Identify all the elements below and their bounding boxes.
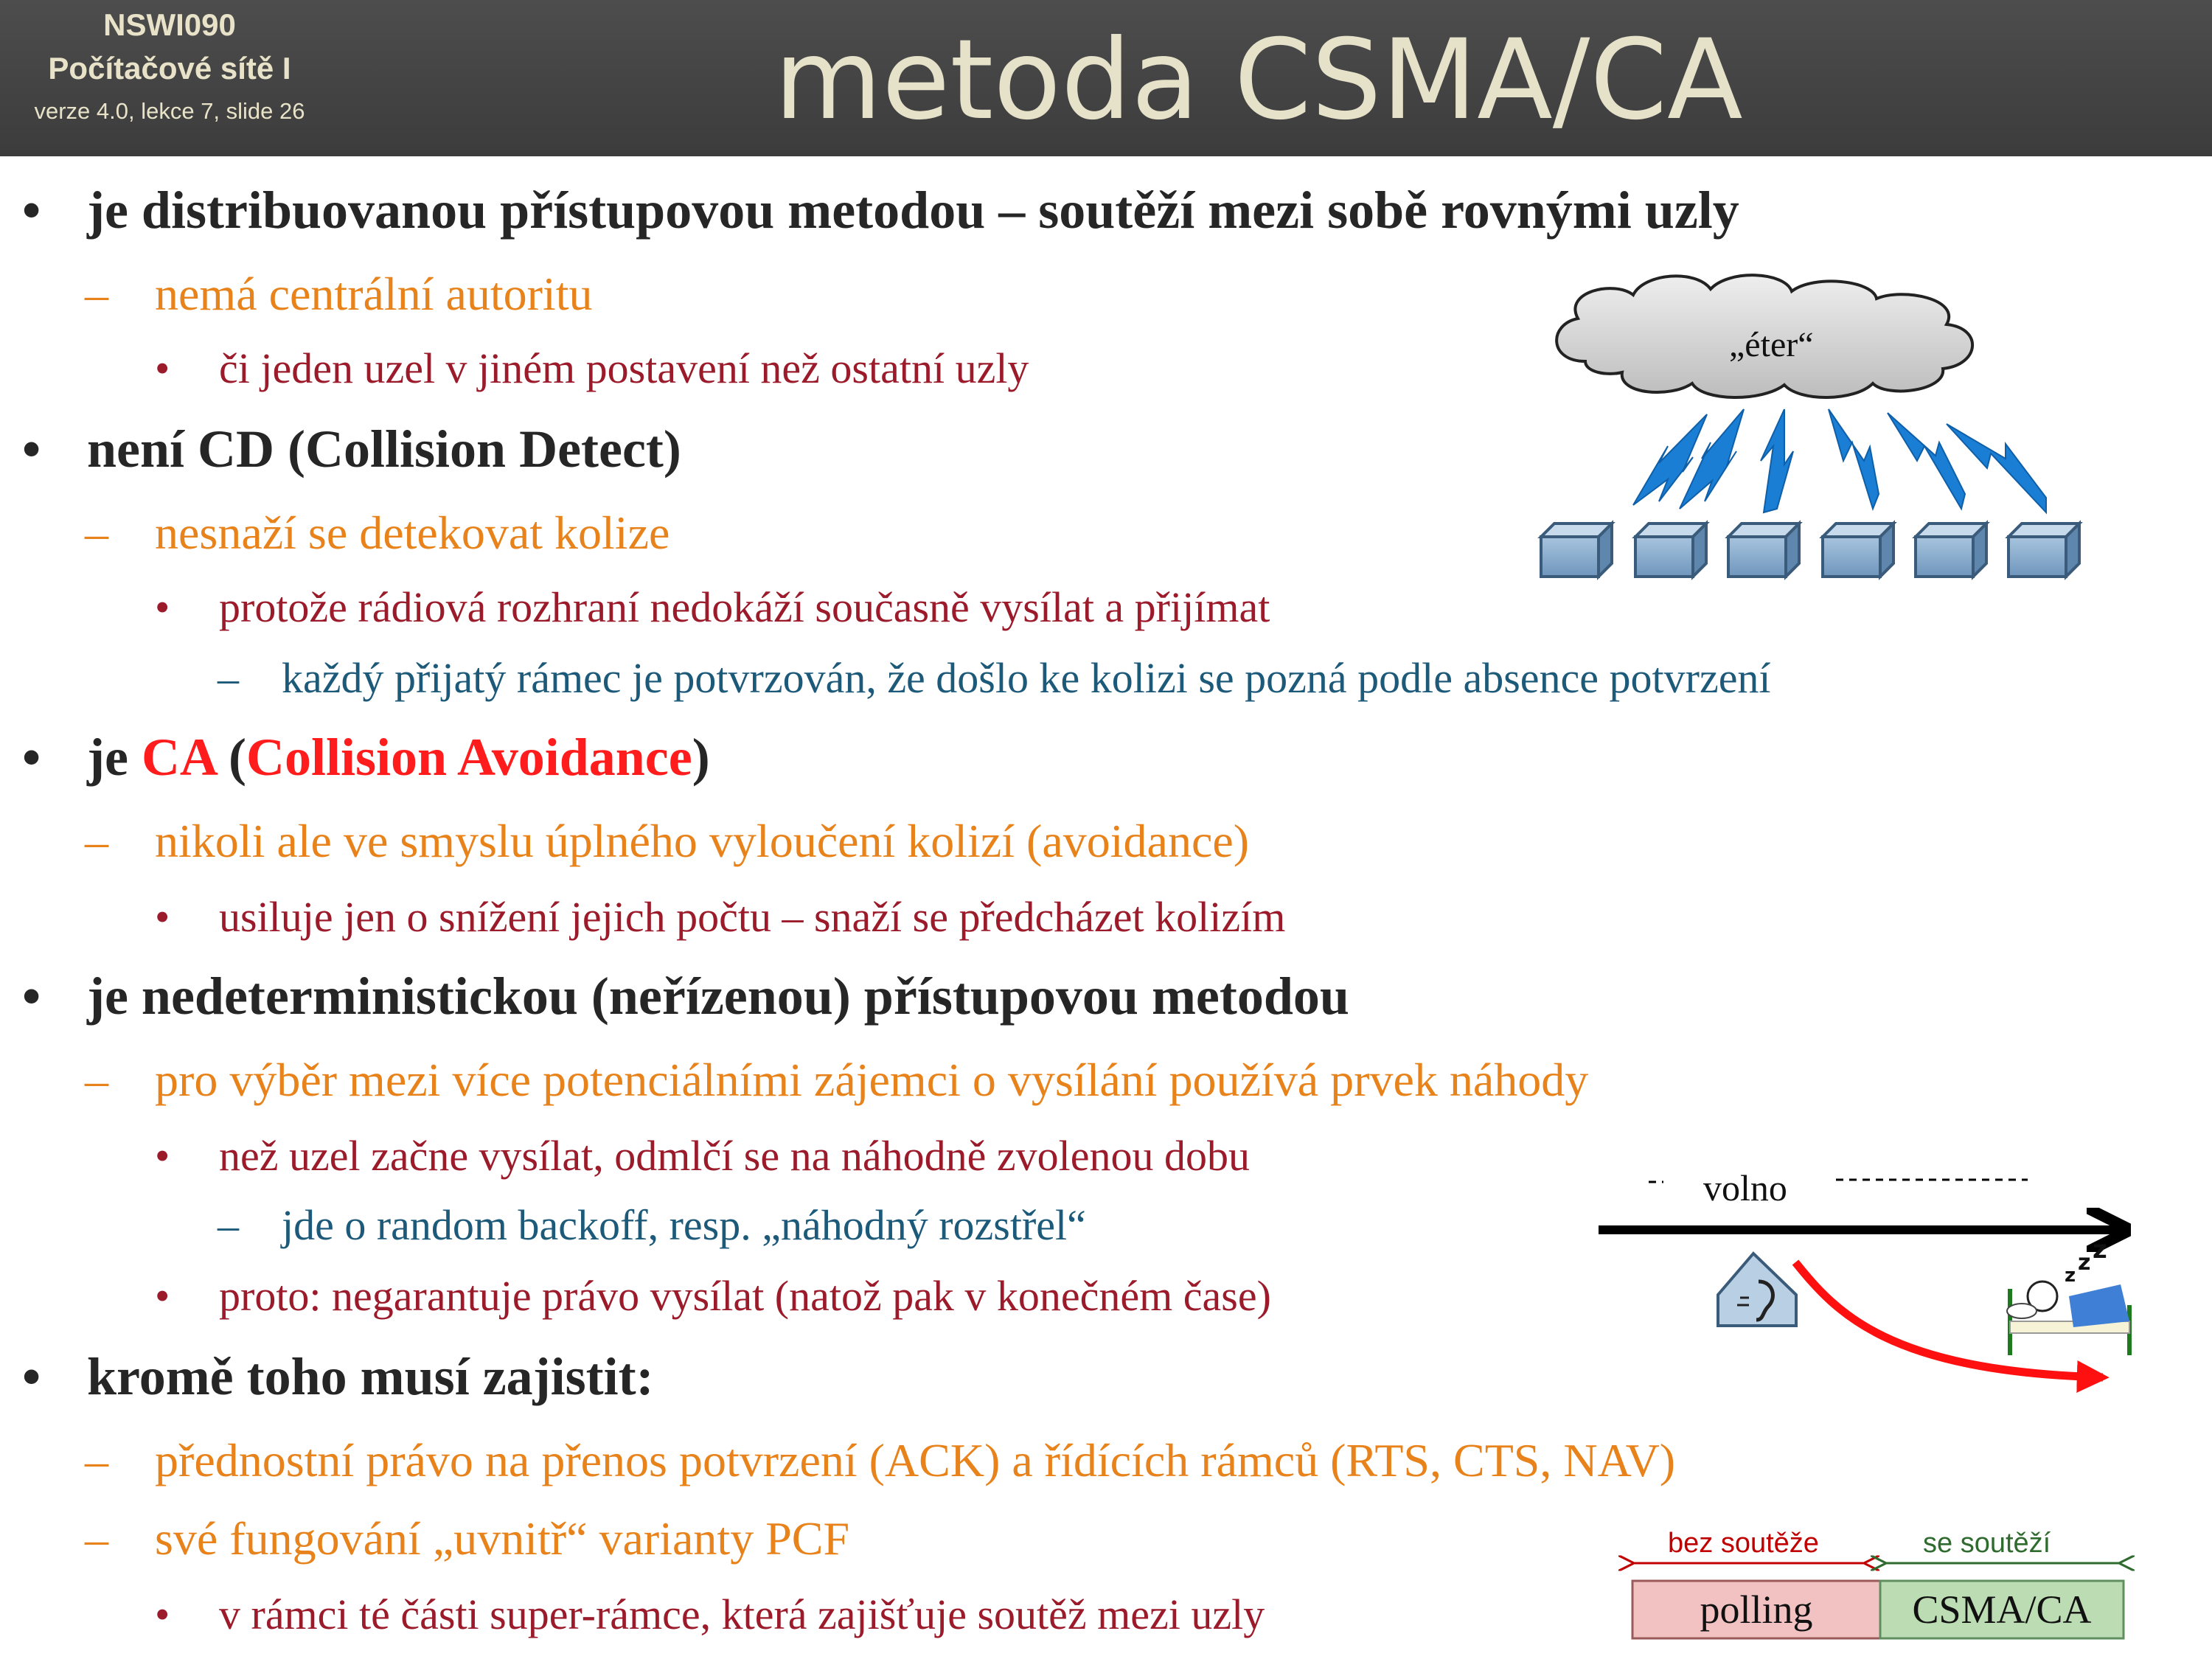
ether-label: „éter“ [1729, 325, 1814, 364]
course-code: NSWI090 [103, 7, 236, 42]
slide-version: verze 4.0, lekce 7, slide 26 [34, 98, 305, 124]
lightning-icons [1633, 409, 2046, 512]
backoff-arrow [1795, 1262, 2103, 1377]
svg-text:z: z [2065, 1265, 2076, 1287]
sleeping-node-icon [2007, 1235, 2129, 1355]
ca-full: Collision Avoidance [246, 728, 692, 787]
lightning-icon [1761, 409, 1793, 512]
node-cubes [1541, 524, 2079, 577]
node-icon [1541, 524, 1612, 577]
svg-text:z: z [2078, 1250, 2091, 1276]
node-icon [1916, 524, 1986, 577]
node-icon [1823, 524, 1893, 577]
node-icon [1635, 524, 1706, 577]
lightning-icon [1680, 409, 1744, 509]
listening-node-icon [1718, 1253, 1796, 1326]
ca-abbrev: CA [141, 728, 215, 787]
timeline-label: volno [1703, 1167, 1787, 1208]
superframe-left-caption: bez soutěže [1668, 1528, 1819, 1559]
lightning-icon [1829, 409, 1879, 509]
slide-title: metoda CSMA/CA [774, 16, 1743, 145]
node-icon [2008, 524, 2079, 577]
svg-text:z: z [2093, 1235, 2107, 1265]
polling-label: polling [1700, 1587, 1813, 1632]
csma-label: CSMA/CA [1912, 1587, 2092, 1632]
node-icon [1728, 524, 1799, 577]
superframe-right-caption: se soutěží [1923, 1528, 2051, 1559]
course-name: Počítačové sítě I [48, 51, 291, 86]
timeline-figure [1599, 1180, 2129, 1377]
